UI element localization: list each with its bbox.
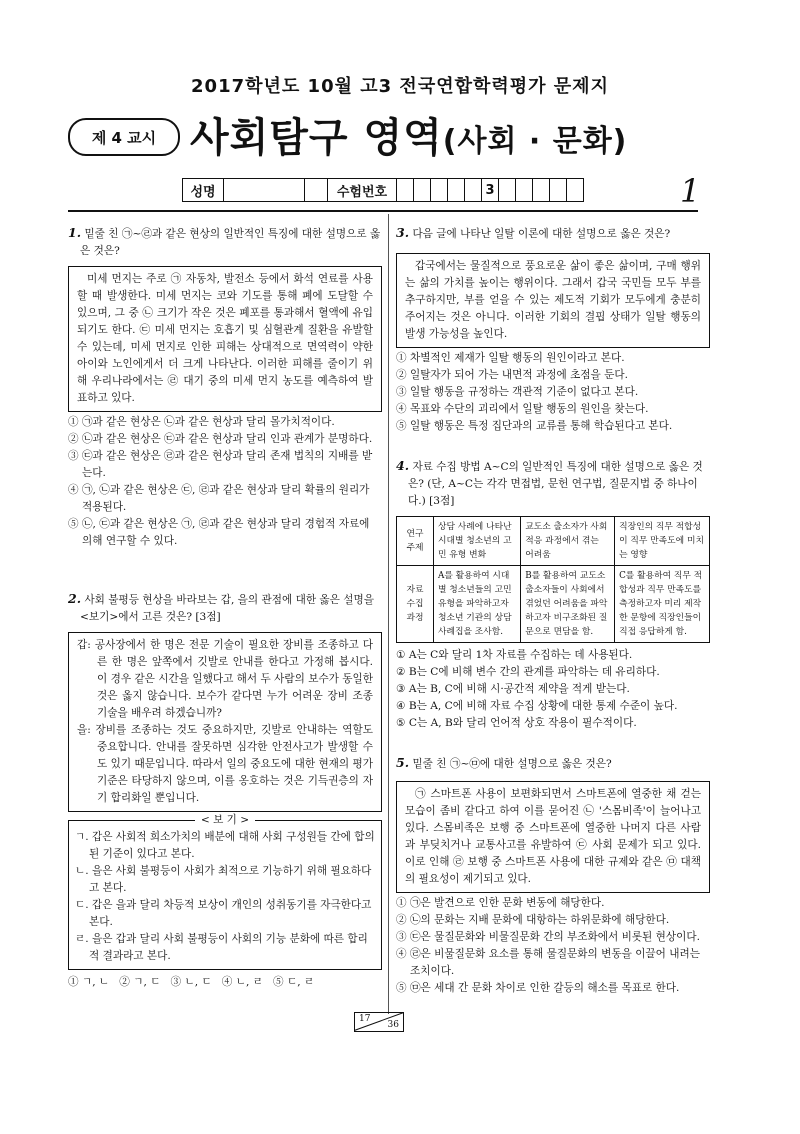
id-gap xyxy=(305,179,328,201)
q2-number: 2. xyxy=(68,591,82,606)
subject-sub: (사회 · 문화) xyxy=(442,124,628,159)
bogi-item: ㄱ. 갑은 사회적 희소가치의 배분에 대해 사회 구성원들 간에 합의된 기준이 있다고 본다. xyxy=(75,831,375,860)
q2-gap: 갑: 공사장에서 한 명은 전문 기술이 필요한 장비를 조종하고 다른 한 명은 앞쪽에서 깃발로 안내를 한다고 가정해 봅시다. 이 경우 같은 시간을 일했다고 해서 두 사람의 보수가 동일한 것은 옳지 않습니다. 보수가 같다면 누가 어려운 장비 조종 기술을 배우려 하겠습니까? xyxy=(77,639,373,719)
page-total: 36 xyxy=(387,1020,399,1030)
q4-option[interactable]: ⑤ C는 A, B와 달리 언어적 상호 작용이 필수적이다. xyxy=(396,717,637,729)
left-column xyxy=(68,224,382,991)
bogi-item: ㄴ. 을은 사회 불평등이 사회가 최적으로 기능하기 위해 필요하다고 본다. xyxy=(75,865,372,894)
exam-no-box[interactable] xyxy=(465,179,482,201)
q5-option[interactable]: ② ㉡의 문화는 지배 문화에 대항하는 하위문화에 해당한다. xyxy=(396,914,670,926)
q5-number: 5. xyxy=(396,755,410,770)
bogi-item: ㄹ. 을은 갑과 달리 사회 불평등이 사회의 기능 분화에 따른 합리적 결과라고 본다. xyxy=(75,933,368,962)
q1-option[interactable]: ① ㉠과 같은 현상은 ㉡과 같은 현상과 달리 몰가치적이다. xyxy=(68,416,335,428)
table-cell: 상담 사례에 나타난 시대별 청소년의 고민 유형 변화 xyxy=(434,517,521,566)
q1-passage: 미세 먼지는 주로 ㉠ 자동차, 발전소 등에서 화석 연료를 사용할 때 발생한다. 미세 먼지는 코와 기도를 통해 폐에 도달할 수 있으며, 그 중 ㉡ 크기가 작은 것은 폐포를 통과해서 혈액에 유입되기도 한다. ㉢ 미세 먼지는 호흡기 및 심혈관계 질환을 유발할 수 있는데, 미세 먼지로 인한 피해는 상대적으로 면역력이 약한 아이와 노인에게서 더 크게 나타난다. 이러한 피해를 줄이기 위해 우리나라에서는 ㉣ 대기 중의 미세 먼지 농도를 예측하여 발표하고 있다. xyxy=(68,266,382,412)
period-badge: 제 4 교시 xyxy=(68,118,180,156)
q5-stem xyxy=(396,754,710,773)
q3-option[interactable]: ⑤ 일탈 행동은 특정 집단과의 교류를 통해 학습된다고 본다. xyxy=(396,420,673,432)
q1-option[interactable]: ② ㉡과 같은 현상은 ㉢과 같은 현상과 달리 인과 관계가 분명하다. xyxy=(68,433,373,445)
right-column xyxy=(396,224,710,997)
subject-title xyxy=(190,106,627,163)
name-label: 성명 xyxy=(183,179,224,201)
q1-option[interactable]: ⑤ ㉡, ㉢과 같은 현상은 ㉠, ㉣과 같은 현상과 달리 경험적 자료에 의해 연구할 수 있다. xyxy=(68,518,370,547)
exam-no-box[interactable] xyxy=(533,179,550,201)
exam-no-box[interactable] xyxy=(431,179,448,201)
q5-option[interactable]: ① ㉠은 발견으로 인한 문화 변동에 해당한다. xyxy=(396,897,605,909)
q3-option[interactable]: ④ 목표와 수단의 괴리에서 일탈 행동의 원인을 찾는다. xyxy=(396,403,649,415)
q4-option[interactable]: ④ B는 A, C에 비해 자료 수집 상황에 대한 통제 수준이 높다. xyxy=(396,700,678,712)
q5-option[interactable]: ③ ㉢은 물질문화와 비물질문화 간의 부조화에서 비롯된 현상이다. xyxy=(396,931,700,943)
id-row xyxy=(182,178,584,202)
q5-option[interactable]: ⑤ ㉤은 세대 간 문화 차이로 인한 갈등의 해소를 목표로 한다. xyxy=(396,982,680,994)
q1-stem-text: 밑줄 친 ㉠~㉣과 같은 현상의 일반적인 특징에 대한 설명으로 옳은 것은? xyxy=(80,228,381,257)
table-row-head: 연구 주제 xyxy=(397,517,434,566)
exam-no-digit: 3 xyxy=(482,179,499,201)
exam-no-box[interactable] xyxy=(499,179,516,201)
page-number: 1 xyxy=(680,172,701,210)
exam-no-box[interactable] xyxy=(448,179,465,201)
table-cell: B를 활용하여 교도소 출소자들이 사회에서 겪었던 어려움을 파악하고자 비구조화된 질문으로 면담을 함. xyxy=(521,566,615,643)
q2-answers[interactable]: ① ㄱ, ㄴ ② ㄱ, ㄷ ③ ㄴ, ㄷ ④ ㄴ, ㄹ ⑤ ㄷ, ㄹ xyxy=(68,976,315,988)
q2-bogi xyxy=(68,814,382,970)
q3-passage: 갑국에서는 물질적으로 풍요로운 삶이 좋은 삶이며, 구매 행위는 삶의 가치를 높이는 행위이다. 그래서 갑국 국민들 모두 부를 추구하지만, 부를 얻을 수 있는 제도적 기회가 모두에게 충분히 주어지는 것은 아니다. 이러한 기회의 결핍 상태가 일탈 행동의 발생 가능성을 높인다. xyxy=(396,253,710,348)
exam-no-box[interactable] xyxy=(567,179,583,201)
q2-stem xyxy=(68,590,382,626)
exam-no-box[interactable] xyxy=(516,179,533,201)
q3-number: 3. xyxy=(396,225,410,240)
q5-option[interactable]: ④ ㉣은 비물질문화 요소를 통해 물질문화의 변동을 이끌어 내려는 조치이다. xyxy=(396,948,700,977)
subject-main: 사회탐구 영역 xyxy=(190,115,443,161)
q2-stem-text: 사회 불평등 현상을 바라보는 갑, 을의 관점에 대한 옳은 설명을 <보기>에서 고른 것은? [3점] xyxy=(80,594,374,623)
q4-option[interactable]: ③ A는 B, C에 비해 시·공간적 제약을 적게 받는다. xyxy=(396,683,630,695)
q1-number: 1. xyxy=(68,225,82,240)
exam-no-box[interactable] xyxy=(414,179,431,201)
q3-option[interactable]: ① 차별적인 제재가 일탈 행동의 원인이라고 본다. xyxy=(396,352,625,364)
header-rule xyxy=(68,210,698,212)
q1-option[interactable]: ③ ㉢과 같은 현상은 ㉣과 같은 현상과 달리 존재 법칙의 지배를 받는다. xyxy=(68,450,373,479)
table-row-head: 자료 수집 과정 xyxy=(397,566,434,643)
exam-no-box[interactable] xyxy=(397,179,414,201)
exam-no-label: 수험번호 xyxy=(328,179,397,201)
q4-option[interactable]: ② B는 C에 비해 변수 간의 관계를 파악하는 데 유리하다. xyxy=(396,666,660,678)
table-row xyxy=(397,517,710,566)
table-cell: C를 활용하여 직무 적합성과 직무 만족도를 측정하고자 미리 제작한 문항에 직장인들이 직접 응답하게 함. xyxy=(615,566,710,643)
q4-option[interactable]: ① A는 C와 달리 1차 자료를 수집하는 데 사용된다. xyxy=(396,649,633,661)
q4-stem-text: 자료 수집 방법 A~C의 일반적인 특징에 대한 설명으로 옳은 것은? (단, A~C는 각각 면접법, 문헌 연구법, 질문지법 중 하나이다.) [3점] xyxy=(408,461,703,507)
column-divider xyxy=(388,214,389,1014)
table-cell: 직장인의 직무 적합성이 직무 만족도에 미치는 영향 xyxy=(615,517,710,566)
q5-stem-text: 밑줄 친 ㉠~㉤에 대한 설명으로 옳은 것은? xyxy=(412,758,612,770)
q3-option[interactable]: ② 일탈자가 되어 가는 내면적 과정에 초점을 둔다. xyxy=(396,369,628,381)
q1-option[interactable]: ④ ㉠, ㉡과 같은 현상은 ㉢, ㉣과 같은 현상과 달리 확률의 원리가 적용된다. xyxy=(68,484,370,513)
table-row xyxy=(397,566,710,643)
q4-table xyxy=(396,516,710,643)
q2-eul: 을: 장비를 조종하는 것도 중요하지만, 깃발로 안내하는 역할도 중요합니다. 안내를 잘못하면 심각한 안전사고가 발생할 수도 있기 때문입니다. 따라서 일의 중요도에 대한 현재의 평가 기준은 타당하지 않으며, 이를 옹호하는 것은 기득권층의 자기 합리화일 뿐입니다. xyxy=(77,724,373,804)
exam-no-box[interactable] xyxy=(550,179,567,201)
q4-stem xyxy=(396,457,710,510)
q2-passage xyxy=(68,632,382,812)
name-field[interactable] xyxy=(224,179,305,201)
table-cell: A를 활용하여 시대별 청소년들의 고민 유형을 파악하고자 청소년 기관의 상담 사례집을 조사함. xyxy=(434,566,521,643)
q5-passage: ㉠ 스마트폰 사용이 보편화되면서 스마트폰에 열중한 채 걷는 모습이 좀비 같다고 하여 이를 묻어진 ㉡ '스몸비족'이 늘어나고 있다. 스몸비족은 보행 중 스마트폰에 열중한 나머지 다른 사람과 부딪치거나 교통사고를 유발하여 ㉢ 사회 문제가 되고 있다. 이로 인해 ㉣ 보행 중 스마트폰 사용에 대한 규제와 같은 ㉤ 대책의 필요성이 제기되고 있다. xyxy=(396,781,710,893)
q4-number: 4. xyxy=(396,458,410,473)
bogi-item: ㄷ. 갑은 을과 달리 차등적 보상이 개인의 성취동기를 자극한다고 본다. xyxy=(75,899,372,928)
bogi-label: < 보 기 > xyxy=(69,812,381,829)
q1-stem xyxy=(68,224,382,260)
table-cell: 교도소 출소자가 사회 적응 과정에서 겪는 어려움 xyxy=(521,517,615,566)
q3-stem-text: 다음 글에 나타난 일탈 이론에 대한 설명으로 옳은 것은? xyxy=(412,228,671,240)
page-counter xyxy=(354,1012,404,1032)
q3-stem xyxy=(396,224,710,243)
exam-title: 2017학년도 10월 고3 전국연합학력평가 문제지 xyxy=(191,76,609,97)
page-current: 17 xyxy=(359,1014,371,1024)
q3-option[interactable]: ③ 일탈 행동을 규정하는 객관적 기준이 없다고 본다. xyxy=(396,386,639,398)
